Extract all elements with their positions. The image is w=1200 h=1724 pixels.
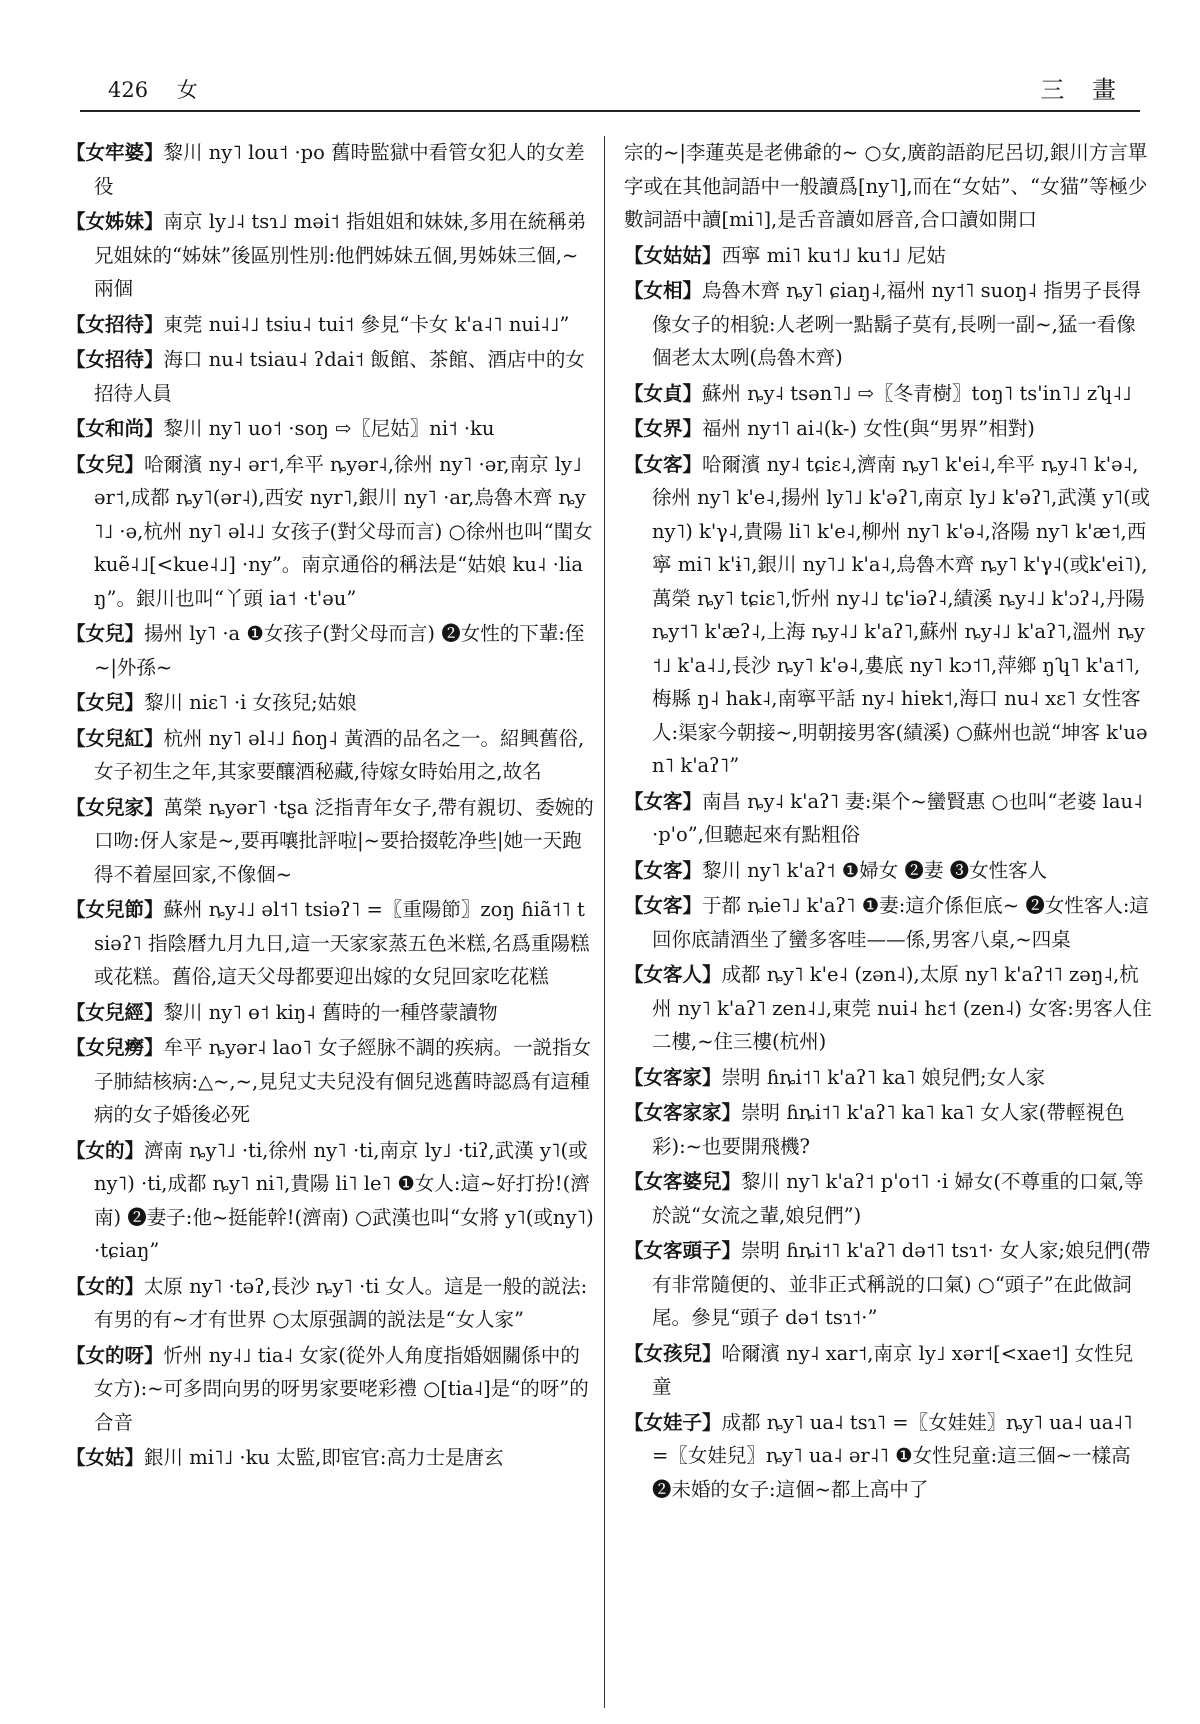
dictionary-entry <box>66 722 594 789</box>
dictionary-entry <box>624 1061 1152 1095</box>
entry-definition: 哈爾濱 ny˨ xar˦,南京 ly˩ xər˦[<xae˦] 女性兒童 <box>652 1341 1134 1398</box>
entry-definition: 崇明 ɦȵi˦˥ k'aʔ˥ ka˥ ka˥ 女人家(帶輕視色彩):~也要開飛機? <box>652 1101 1125 1158</box>
entry-headword: 【 女娃子 】 <box>624 1411 722 1434</box>
entry-headword: 【 女兒紅 】 <box>66 727 164 750</box>
entry-headword: 【 女兒癆 】 <box>66 1036 164 1059</box>
entry-definition: 濟南 ȵy˥˩ ·ti,徐州 ny˥ ·ti,南京 ly˩ ·tiʔ,武漢 y˥(或ny˥) ·ti,成都 ȵy˥ ni˥,貴陽 li˥ le˥ ❶女人:這~好打扮!(濟南) ❷妻子:他~挺能幹!(濟南) ○武漢也叫“女將 y˥(或ny˥) ·tɕiaŋ” <box>94 1138 594 1262</box>
entry-headword: 【 女客家家 】 <box>624 1101 741 1124</box>
entry-headword: 【 女和尚 】 <box>66 417 164 440</box>
left-column <box>66 136 594 1477</box>
column-divider <box>604 136 605 1708</box>
entry-definition: 成都 ȵy˥ ua˨ tsɿ˥ =〖女娃娃〗ȵy˥ ua˨ ua˨˥ =〖女娃兒〗ȵy˥ ua˨ ər˨˥ ❶女性兒童:這三個~一樣高 ❷未婚的女子:這個~都上高中了 <box>652 1410 1133 1501</box>
entry-headword: 【 女客 】 <box>624 894 702 917</box>
dictionary-entry <box>624 958 1152 1059</box>
entry-headword: 【 女客 】 <box>624 790 702 813</box>
entry-definition: 南京 ly˩˨ tsɿ˩ məi˦ 指姐姐和妹妹,多用在統稱弟兄姐妹的“姊妹”後區別性別:他們姊妹五個,男姊妹三個,~兩個 <box>94 210 587 300</box>
entry-definition: 黎川 ny˥ lou˦ ·po 舊時監獄中看管女犯人的女差役 <box>94 141 585 198</box>
entry-definition: 牟平 ȵyər˨ lao˥ 女子經脉不調的疾病。一説指女子肺結核病:△~,~,見兒丈夫兒没有個兒逃舊時認爲有這種病的女子婚後必死 <box>94 1036 592 1126</box>
entry-headword: 【 女兒家 】 <box>66 796 164 819</box>
dictionary-entry <box>66 1031 594 1132</box>
entry-headword: 【 女客 】 <box>624 453 702 476</box>
entry-headword: 【 女姊妹 】 <box>66 210 164 233</box>
entry-definition: 揚州 ly˥ ·a ❶女孩子(對父母而言) ❷女性的下輩:侄~|外孫~ <box>94 622 585 679</box>
entry-definition: 崇明 ɦȵi˦˥ k'aʔ˥ də˦˥ tsɿ˦· 女人家;娘兒們(帶有非常隨便的、並非正式稱説的口氣) ○“頭子”在此做詞尾。參見“頭子 də˦ tsɿ˦·” <box>652 1239 1151 1329</box>
entry-headword: 【 女客人 】 <box>624 963 722 986</box>
entry-headword: 【 女客婆兒 】 <box>624 1170 741 1193</box>
dictionary-entry <box>66 996 594 1030</box>
entry-headword: 【 女兒節 】 <box>66 898 164 921</box>
entry-definition: 崇明 ɦȵi˦˥ k'aʔ˥ ka˥ 娘兒們;女人家 <box>721 1065 1046 1089</box>
dictionary-entry <box>66 448 594 616</box>
dictionary-entry <box>66 136 594 203</box>
dictionary-entry <box>66 205 594 306</box>
entry-headword: 【 女的 】 <box>66 1275 144 1298</box>
dictionary-entry <box>624 1234 1152 1335</box>
entry-definition: 西寧 mi˥ ku˦˩ ku˦˩ 尼姑 <box>721 243 946 267</box>
entry-definition: 烏魯木齊 ȵy˥ ɕiaŋ˨,福州 ny˦˥ suoŋ˨ 指男子長得像女子的相貌:人老咧一點鬍子莫有,長咧一副~,猛一看像個老太太咧(烏魯木齊) <box>652 279 1141 369</box>
dictionary-entry <box>66 1339 594 1440</box>
running-head-left <box>108 74 220 104</box>
dictionary-entry <box>624 136 1152 237</box>
entry-headword: 【 女兒 】 <box>66 622 144 645</box>
entry-definition: 杭州 ny˥ əl˨˩ ɦoŋ˨ 黃酒的品名之一。紹興舊俗,女子初生之年,其家要釀酒秘藏,待嫁女時始用之,故名 <box>94 726 585 783</box>
dictionary-entry <box>66 893 594 994</box>
entry-definition: 哈爾濱 ny˨ ər˦,牟平 ȵyər˨,徐州 ny˥ ·ər,南京 ly˩ ər˦,成都 ȵy˥(ər˨),西安 nyr˥,銀川 ny˥ ·ar,烏魯木齊 ȵy˥˩ ·ə,杭州 ny˥ əl˨˩ 女孩子(對父母而言) ○徐州也叫“閨女 kuẽ˨˩[<kue˨˩] ·ny”。南京通俗的稱法是“姑娘 ku˨ ·liaŋ”。銀川也叫“丫頭 ia˦ ·t'əu” <box>94 452 593 610</box>
entry-definition: 南昌 ȵy˨ k'aʔ˥ 妻:渠个~蠻賢惠 ○也叫“老婆 lau˨ ·p'o”,但聽起來有點粗俗 <box>652 789 1143 846</box>
header-rule <box>80 110 1140 112</box>
entry-headword: 【 女孩兒 】 <box>624 1342 722 1365</box>
entry-definition: 海口 nu˨ tsiau˨ ʔdai˦ 飯館、茶館、酒店中的女招待人員 <box>94 348 585 405</box>
entry-definition: 蘇州 ȵy˨˩ əl˦˥ tsiəʔ˥ =〖重陽節〗zoŋ ɦiã˦˥ tsiəʔ˥ 指陰曆九月九日,這一天家家蒸五色米糕,名爲重陽糕或花糕。舊俗,這天父母都要迎出嫁的女兒回家吃花糕 <box>94 898 590 988</box>
dictionary-entry <box>624 1165 1152 1232</box>
dictionary-entry <box>66 1441 594 1475</box>
dictionary-entry <box>624 785 1152 852</box>
dictionary-entry <box>624 1406 1152 1507</box>
entry-headword: 【 女貞 】 <box>624 382 702 405</box>
entry-definition: 黎川 ny˥ k'aʔ˦ ❶婦女 ❷妻 ❸女性客人 <box>702 858 1048 882</box>
dictionary-entry <box>66 343 594 410</box>
dictionary-entry <box>66 617 594 684</box>
entry-definition: 黎川 ny˥ k'aʔ˦ p'o˦˥ ·i 婦女(不尊重的口氣,等於説“女流之輩,娘兒們”) <box>652 1170 1144 1227</box>
entry-definition: 蘇州 ȵy˨ tsən˥˩ ⇨〖冬青樹〗toŋ˥ ts'in˥˩ zʮ˨˩ <box>702 381 1132 405</box>
entry-definition: 哈爾濱 ny˨ tɕiɛ˨,濟南 ȵy˥ k'ei˨,牟平 ȵy˨˥ k'ə˨,徐州 ny˥ k'e˨,揚州 ly˥˩ k'əʔ˥,南京 ly˩ k'əʔ˥,武漢 y˥(或ny˥) k'γ˨,貴陽 li˥ k'e˨,柳州 ny˥ k'ə˨,洛陽 ny˥ k'æ˦,西寧 mi˥ k'ɨ˥,銀川 ny˥˩ k'a˨,烏魯木齊 ȵy˥ k'γ˨(或k'ei˥),萬榮 ȵy˥ tɕiɛ˥,忻州 ny˨˩ tɕ'iəʔ˨,績溪 ȵy˨˩ k'ɔʔ˨,丹陽 ȵy˦˥ k'æʔ˨,上海 ȵy˨˩ k'aʔ˥,蘇州 ȵy˨˩ k'aʔ˥,溫州 ȵy˦˩ k'a˨˩,長沙 ȵy˥ k'ə˨,婁底 ny˥ kɔ˦˥,萍鄉 ŋʮ˥ k'a˦˥,梅縣 ŋ˨ hak˨,南寧平話 ny˨ hiɐk˦,海口 nu˨ xɛ˥ 女性客人:渠家今朝接~,明朝接男客(績溪) ○蘇州也説“坤客 k'uən˥ k'aʔ˥” <box>652 452 1151 777</box>
entry-definition: 東莞 nui˨˩ tsiu˨ tui˦ 參見“卡女 k'a˨˥ nui˨˩” <box>163 312 570 336</box>
entry-headword: 【 女兒經 】 <box>66 1001 164 1024</box>
entry-headword: 【 女的 】 <box>66 1139 144 1162</box>
entry-headword: 【 女客 】 <box>624 859 702 882</box>
dictionary-entry <box>624 1337 1152 1404</box>
entry-headword: 【 女客家 】 <box>624 1066 722 1089</box>
entry-headword: 【 女姑 】 <box>66 1446 144 1469</box>
entry-headword: 【 女兒 】 <box>66 691 144 714</box>
dictionary-entry <box>624 448 1152 783</box>
dictionary-entry <box>66 1134 594 1268</box>
entry-definition: 宗的~|李蓮英是老佛爺的~ ○女,廣韵語韵尼呂切,銀川方言單字或在其他詞語中一般讀爲[ny˥],而在“女姑”、“女猫”等極少數詞語中讀[mi˥],是舌音讀如唇音,合口讀如開口 <box>624 141 1148 231</box>
entry-definition: 福州 ny˦˥ ai˨(k-) 女性(與“男界”相對) <box>702 417 1035 440</box>
dictionary-entry <box>66 308 594 342</box>
dictionary-entry <box>624 412 1152 446</box>
entry-definition: 忻州 ny˨˩ tia˨ 女家(從外人角度指婚姻關係中的女方):~可多問向男的呀男家要咾彩禮 ○[tia˨]是“的呀”的合音 <box>94 1343 589 1434</box>
entry-headword: 【 女招待 】 <box>66 313 164 336</box>
entry-headword: 【 女的呀 】 <box>66 1344 164 1367</box>
entry-definition: 成都 ȵy˥ k'e˨ (zən˨),太原 ny˥ k'aʔ˦˥ zəŋ˨,杭州 ny˥ k'aʔ˥ zen˨˩,東莞 nui˨ hɛ˦ (zen˨) 女客:男客人住二樓,~住三樓(杭州) <box>652 963 1152 1053</box>
page-header <box>80 68 1140 106</box>
stroke-count-label: 三 畫 <box>1040 76 1126 104</box>
dictionary-entry <box>624 1096 1152 1163</box>
dictionary-entry <box>624 274 1152 375</box>
entry-definition: 黎川 ny˥ uo˦ ·soŋ ⇨〖尼姑〗ni˦ ·ku <box>163 417 495 440</box>
entry-definition: 銀川 mi˥˩ ·ku 太監,即宦官:高力士是唐玄 <box>144 1446 504 1469</box>
entry-headword: 【 女招待 】 <box>66 348 164 371</box>
page-number: 426 <box>108 78 149 102</box>
entry-headword: 【 女兒 】 <box>66 453 144 476</box>
entry-headword: 【 女界 】 <box>624 417 702 440</box>
dictionary-entry <box>624 854 1152 888</box>
entry-headword: 【 女相 】 <box>624 279 702 302</box>
entry-definition: 太原 ny˥ ·təʔ,長沙 ȵy˥ ·ti 女人。這是一般的説法:有男的有~才有世界 ○太原强調的説法是“女人家” <box>94 1274 588 1331</box>
entry-definition: 萬榮 ȵyər˥ ·tʂa 泛指青年女子,帶有親切、委婉的口吻:伢人家是~,要再嚷批評啦|~要拾掇乾净些|她一天跑得不着屋回家,不像個~ <box>94 795 594 886</box>
entry-headword: 【 女牢婆 】 <box>66 141 164 164</box>
entry-headword: 【 女姑姑 】 <box>624 244 722 267</box>
dictionary-entry <box>624 889 1152 956</box>
right-column <box>624 136 1152 1508</box>
dictionary-entry <box>624 377 1152 411</box>
section-character: 女 <box>176 78 198 102</box>
dictionary-entry <box>66 686 594 720</box>
entry-definition: 于都 ȵie˥˩ k'aʔ˥ ❶妻:這介係佢底~ ❷女性客人:這回你底請酒坐了蠻多客哇——係,男客八桌,~四桌 <box>652 894 1149 951</box>
entry-definition: 黎川 ny˥ ɵ˦ kiŋ˨ 舊時的一種啓蒙讀物 <box>163 1000 498 1024</box>
dictionary-entry <box>66 412 594 446</box>
entry-headword: 【 女客頭子 】 <box>624 1239 741 1262</box>
dictionary-entry <box>624 239 1152 273</box>
dictionary-entry <box>66 1270 594 1337</box>
entry-definition: 黎川 niɛ˥ ·i 女孩兒;姑娘 <box>144 691 357 714</box>
dictionary-entry <box>66 791 594 892</box>
